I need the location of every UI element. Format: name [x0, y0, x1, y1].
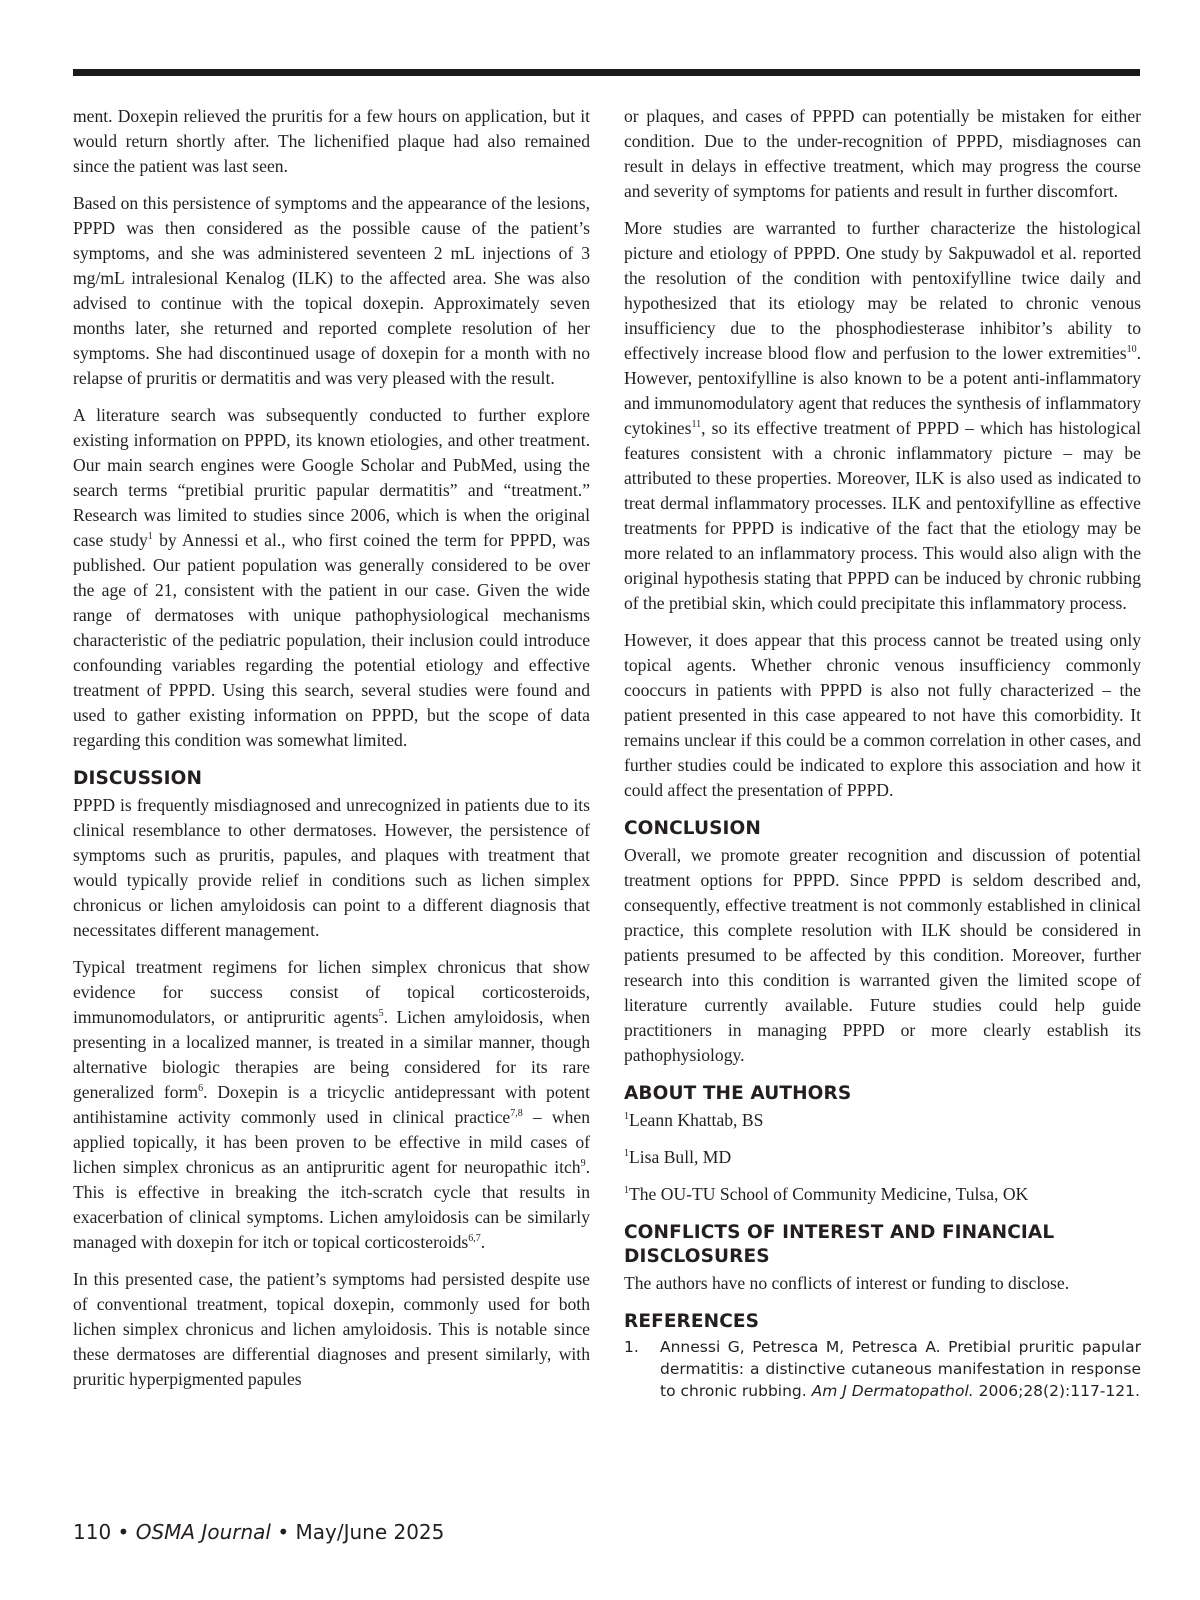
paragraph: PPPD is frequently misdiagnosed and unrecognized in patients due to its clinical resemblance to other dermatoses. However, the persistence of symptoms such as pruritis, papules, and plaques with treatment that would typically provide relief in conditions such as lichen simplex chronicus or lichen amyloidosis can point to a different diagnosis that necessitates different management. — [73, 795, 590, 940]
citation-superscript: 10 — [1126, 344, 1137, 356]
reference-list — [624, 1336, 1141, 1402]
citation-superscript: 1 — [147, 531, 153, 543]
paragraph: More studies are warranted to further characterize the histological picture and etiology of PPPD. One study by Sakpuwadol et al. reported the resolution of the condition with pentoxifylline twice daily and hypothesized that its etiology may be related to chronic venous insufficiency due to the phosphodiesterase inhibitor’s ability to effectively increase blood flow and perfusion to the lower extremities$^{10}$. However, pentoxifylline is also known to be a potent anti-inflammatory and immunomodulatory agent that reduces the synthesis of inflammatory cytokines$^{11}$, so its effective treatment of PPPD – which has histological features consistent with a chronic inflammatory picture – may be attributed to these properties. Moreover, ILK is also used as indicated to treat dermal inflammatory processes. ILK and pentoxifylline as effective treatments for PPPD is indicative of the fact that the etiology may be more related to an inflammatory process. This would also align with the original hypothesis stating that PPPD can be induced by chronic rubbing of the pretibial skin, which could precipitate this inflammatory process. — [624, 218, 1141, 613]
citation-superscript: 6,7 — [468, 1233, 481, 1245]
page-footer: 110 • OSMA Journal • May/June 2025 — [73, 1520, 445, 1544]
paragraph: A literature search was subsequently conducted to further explore existing information on PPPD, its known etiologies, and other treatment. Our main search engines were Google Scholar and PubMed, using the search terms “pretibial pruritic papular dermatitis” and “treatment.” Research was limited to studies since 2006, which is when the original case study$^1$ by Annessi et al., who first coined the term for PPPD, was published. Our patient population was generally considered to be over the age of 21, consistent with the patient in our case. Given the wide range of dermatoses with unique pathophysiological mechanisms characteristic of the pediatric population, their inclusion could introduce confounding variables regarding the potential etiology and effective treatment of PPPD. Using this search, several studies were found and used to gather existing information on PPPD, but the scope of data regarding this condition was somewhat limited. — [73, 405, 590, 750]
paragraph: or plaques, and cases of PPPD can potentially be mistaken for either condition. Due to the under-recognition of PPPD, misdiagnoses can result in delays in effective treatment, which may progress the course and severity of symptoms for patients and result in further discomfort. — [624, 106, 1141, 201]
conclusion-heading: CONCLUSION — [624, 818, 761, 839]
citation-superscript: 7,8 — [510, 1108, 523, 1120]
coi-heading: CONFLICTS OF INTEREST AND FINANCIAL DISCLOSURES — [624, 1222, 1055, 1267]
coi-text: The authors have no conflicts of interest or funding to disclose. — [624, 1273, 1070, 1293]
reference-journal: Am J Dermatopathol. — [811, 1382, 974, 1400]
top-rule — [73, 69, 1140, 76]
citation-superscript: 9 — [580, 1158, 586, 1170]
paragraph: However, it does appear that this process cannot be treated using only topical agents. Whether chronic venous insufficiency commonly cooccurs in patients with PPPD is also not fully characterized – the patient presented in this case appeared to not have this comorbidity. It remains unclear if this could be a common correlation in other cases, and further studies could be indicated to explore this association and how it could affect the presentation of PPPD. — [624, 630, 1141, 800]
authors-heading: ABOUT THE AUTHORS — [624, 1083, 852, 1104]
author-list — [624, 1108, 1141, 1170]
author-entry: $^1$Lisa Bull, MD — [624, 1147, 732, 1167]
page-number: 110 — [73, 1520, 112, 1544]
citation-superscript: 5 — [378, 1008, 384, 1020]
paragraph: Typical treatment regimens for lichen simplex chronicus that show evidence for success consist of topical corticosteroids, immunomodulators, or antipruritic agents$^5$. Lichen amyloidosis, when presenting in a localized manner, is treated in a similar manner, though alternative biologic therapies are being considered for its rare generalized form$^6$. Doxepin is a tricyclic antidepressant with potent antihistamine activity commonly used in clinical practice$^{7,8}$ – when applied topically, it has been proven to be effective in mild cases of lichen simplex chronicus as an antipruritic agent for neuropathic itch$^9$. This is effective in breaking the itch-scratch cycle that results in exacerbation of clinical symptoms. Lichen amyloidosis can be similarly managed with doxepin for itch or topical corticosteroids$^{6,7}$. — [73, 957, 591, 1252]
reference-item — [624, 1336, 1141, 1402]
affiliation: $^1$The OU-TU School of Community Medicine, Tulsa, OK — [624, 1184, 1029, 1204]
citation-superscript: 6 — [198, 1083, 204, 1095]
journal-name: OSMA Journal — [135, 1520, 271, 1544]
discussion-heading: DISCUSSION — [73, 768, 203, 789]
author-entry: $^1$Leann Khattab, BS — [624, 1110, 764, 1130]
left-column — [73, 104, 590, 1404]
paragraph: Overall, we promote greater recognition and discussion of potential treatment options for PPPD. Since PPPD is seldom described and, consequently, effective treatment is not commonly established in clinical practice, this complete resolution with ILK should be considered in patients presumed to be affected by this condition. Moreover, further research into this condition is warranted given the limited scope of literature currently available. Future studies could help guide practitioners in managing PPPD or more clearly establish its pathophysiology. — [624, 845, 1141, 1065]
reference-number: 1. — [624, 1338, 639, 1356]
reference-text: Annessi G, Petresca M, Petresca A. Pretibial pruritic papular dermatitis: a distinctive cutaneous manifestation in response to chronic rubbing. Am J Dermatopathol. 2006;28(2):117-121. — [660, 1338, 1141, 1400]
right-column — [624, 104, 1141, 1402]
paragraph: In this presented case, the patient’s symptoms had persisted despite use of conventional treatment, topical doxepin, commonly used for both lichen simplex chronicus and lichen amyloidosis. This is notable since these dermatoses are differential diagnoses and present similarly, with pruritic hyperpigmented papules — [73, 1269, 590, 1389]
paragraph: Based on this persistence of symptoms and the appearance of the lesions, PPPD was then considered as the possible cause of the patient’s symptoms, and she was administered seventeen 2 mL injections of 3 mg/mL intralesional Kenalog (ILK) to the affected area. She was also advised to continue with the topical doxepin. Approximately seven months later, she returned and reported complete resolution of her symptoms. She had discontinued usage of doxepin for a month with no relapse of pruritis or dermatitis and was very pleased with the result. — [73, 193, 590, 388]
citation-superscript: 11 — [691, 419, 702, 431]
paragraph: ment. Doxepin relieved the pruritis for a few hours on application, but it would return shortly after. The lichenified plaque had also remained since the patient was last seen. — [73, 106, 590, 176]
references-heading: REFERENCES — [624, 1311, 760, 1332]
issue-date: May/June 2025 — [295, 1520, 445, 1544]
